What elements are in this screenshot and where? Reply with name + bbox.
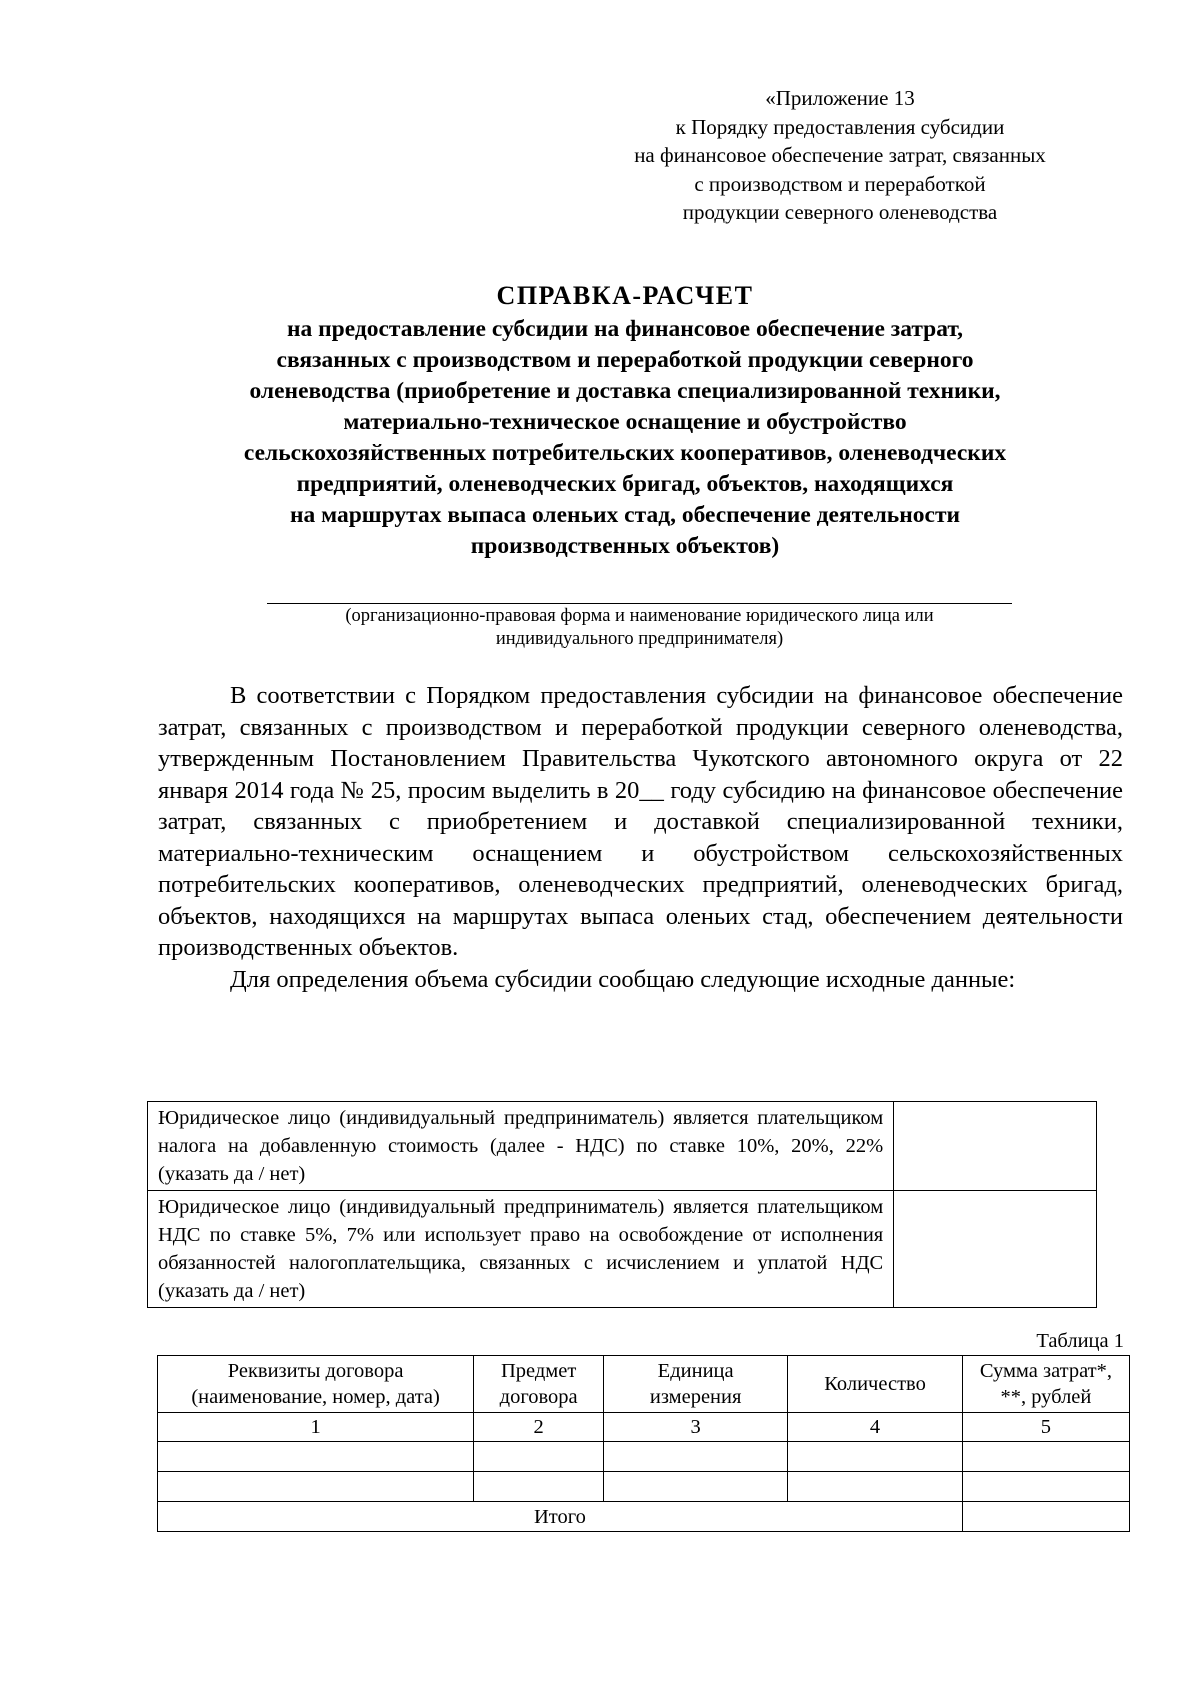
title-line: предприятий, оленеводческих бригад, объектов, находящихся [296, 471, 954, 497]
appendix-line: «Приложение 13 [765, 86, 915, 110]
table-1-label: Таблица 1 [1036, 1330, 1124, 1352]
data-intro-paragraph: Для определения объема субсидии сообщаю следующие исходные данные: [230, 965, 1016, 993]
total-label: Итого [158, 1502, 963, 1532]
title-line: оленеводства (приобретение и доставка специализированной техники, [249, 378, 1001, 404]
header-unit [604, 1356, 788, 1413]
header-line: Предмет [500, 1360, 577, 1382]
table-row [158, 1472, 1130, 1502]
body-text [158, 680, 1123, 995]
column-number: 2 [474, 1413, 604, 1442]
appendix-line: к Порядку предоставления субсидии [675, 114, 1005, 139]
caption-line: (организационно-правовая форма и наименование юридического лица или [345, 606, 934, 626]
document-title [150, 278, 1100, 562]
header-line: **, рублей [1000, 1386, 1092, 1408]
header-line: (наименование, номер, дата) [191, 1386, 440, 1408]
table-cell[interactable] [604, 1472, 788, 1502]
header-line: Реквизиты договора [227, 1360, 404, 1382]
table-cell[interactable] [962, 1472, 1129, 1502]
total-row [158, 1502, 1130, 1532]
vat-status-table [147, 1101, 1097, 1308]
title-line: производственных объектов) [470, 533, 780, 559]
title-main: СПРАВКА-РАСЧЕТ [496, 281, 754, 310]
header-contract-subject [474, 1356, 604, 1413]
table-cell[interactable] [158, 1472, 474, 1502]
column-number: 1 [158, 1413, 474, 1442]
appendix-line: на финансовое обеспечение затрат, связанных [634, 143, 1046, 167]
title-line: сельскохозяйственных потребительских кооперативов, оленеводческих [243, 440, 1007, 466]
title-line: связанных с производством и переработкой продукции северного [276, 347, 974, 373]
organization-name-line[interactable] [267, 603, 1012, 604]
title-line: на предоставление субсидии на финансовое обеспечение затрат, [286, 316, 964, 342]
table-cell[interactable] [788, 1472, 963, 1502]
vat-answer-cell[interactable] [894, 1191, 1097, 1308]
total-value-cell[interactable] [962, 1502, 1129, 1532]
column-number: 5 [962, 1413, 1129, 1442]
table-cell[interactable] [474, 1472, 604, 1502]
appendix-header [560, 84, 1120, 227]
request-paragraph: В соответствии с Порядком предоставления субсидии на финансовое обеспечение затрат, связанных с производством и переработкой продукции северного оленеводства, утвержденным Постановлением Правительства Чукотского автономного округа от 22 января 2014 года № 25, просим выделить в 20__ году субсидию на финансовое обеспечение затрат, связанных с приобретением и доставкой специализированной техники, материально-техническим оснащением и обустройством сельскохозяйственных потребительских кооперативов, оленеводческих предприятий, оленеводческих бригад, объектов, находящихся на маршрутах выпаса оленьих стад, обеспечением деятельности производственных объектов. [158, 682, 1123, 961]
header-cost-sum [962, 1356, 1129, 1413]
vat-question-cell: Юридическое лицо (индивидуальный предприниматель) является плательщиком налога на добавленную стоимость (далее - НДС) по ставке 10%, 20%, 22% (указать да / нет) [148, 1102, 894, 1191]
header-line: Количество [824, 1373, 926, 1395]
table-row [158, 1442, 1130, 1472]
caption-line: индивидуального предпринимателя) [495, 629, 784, 649]
header-contract-details [158, 1356, 474, 1413]
column-number: 3 [604, 1413, 788, 1442]
appendix-line: с производством и переработкой [694, 171, 986, 196]
header-line: измерения [649, 1386, 742, 1408]
table-header-row [158, 1356, 1130, 1413]
organization-name-caption [267, 605, 1012, 651]
column-number-row [158, 1413, 1130, 1442]
appendix-line: продукции северного оленеводства [682, 200, 998, 224]
table-row [148, 1102, 1097, 1191]
title-line: на маршрутах выпаса оленьих стад, обеспечение деятельности [289, 502, 961, 528]
column-number: 4 [788, 1413, 963, 1442]
table-cell[interactable] [604, 1442, 788, 1472]
header-line: Единица [657, 1360, 734, 1382]
table-cell[interactable] [158, 1442, 474, 1472]
vat-answer-cell[interactable] [894, 1102, 1097, 1191]
header-line: Сумма затрат*, [979, 1360, 1113, 1382]
title-subtitle [150, 314, 1100, 562]
contracts-table [157, 1355, 1130, 1532]
table-cell[interactable] [474, 1442, 604, 1472]
table-cell[interactable] [962, 1442, 1129, 1472]
header-quantity [788, 1356, 963, 1413]
table-cell[interactable] [788, 1442, 963, 1472]
vat-question-cell: Юридическое лицо (индивидуальный предприниматель) является плательщиком НДС по ставке 5%, 7% или использует право на освобождение от исполнения обязанностей налогоплательщика, связанных с исчислением и уплатой НДС (указать да / нет) [148, 1191, 894, 1308]
header-line: договора [499, 1386, 578, 1408]
title-line: материально-техническое оснащение и обустройство [343, 409, 907, 435]
table-row [148, 1191, 1097, 1308]
